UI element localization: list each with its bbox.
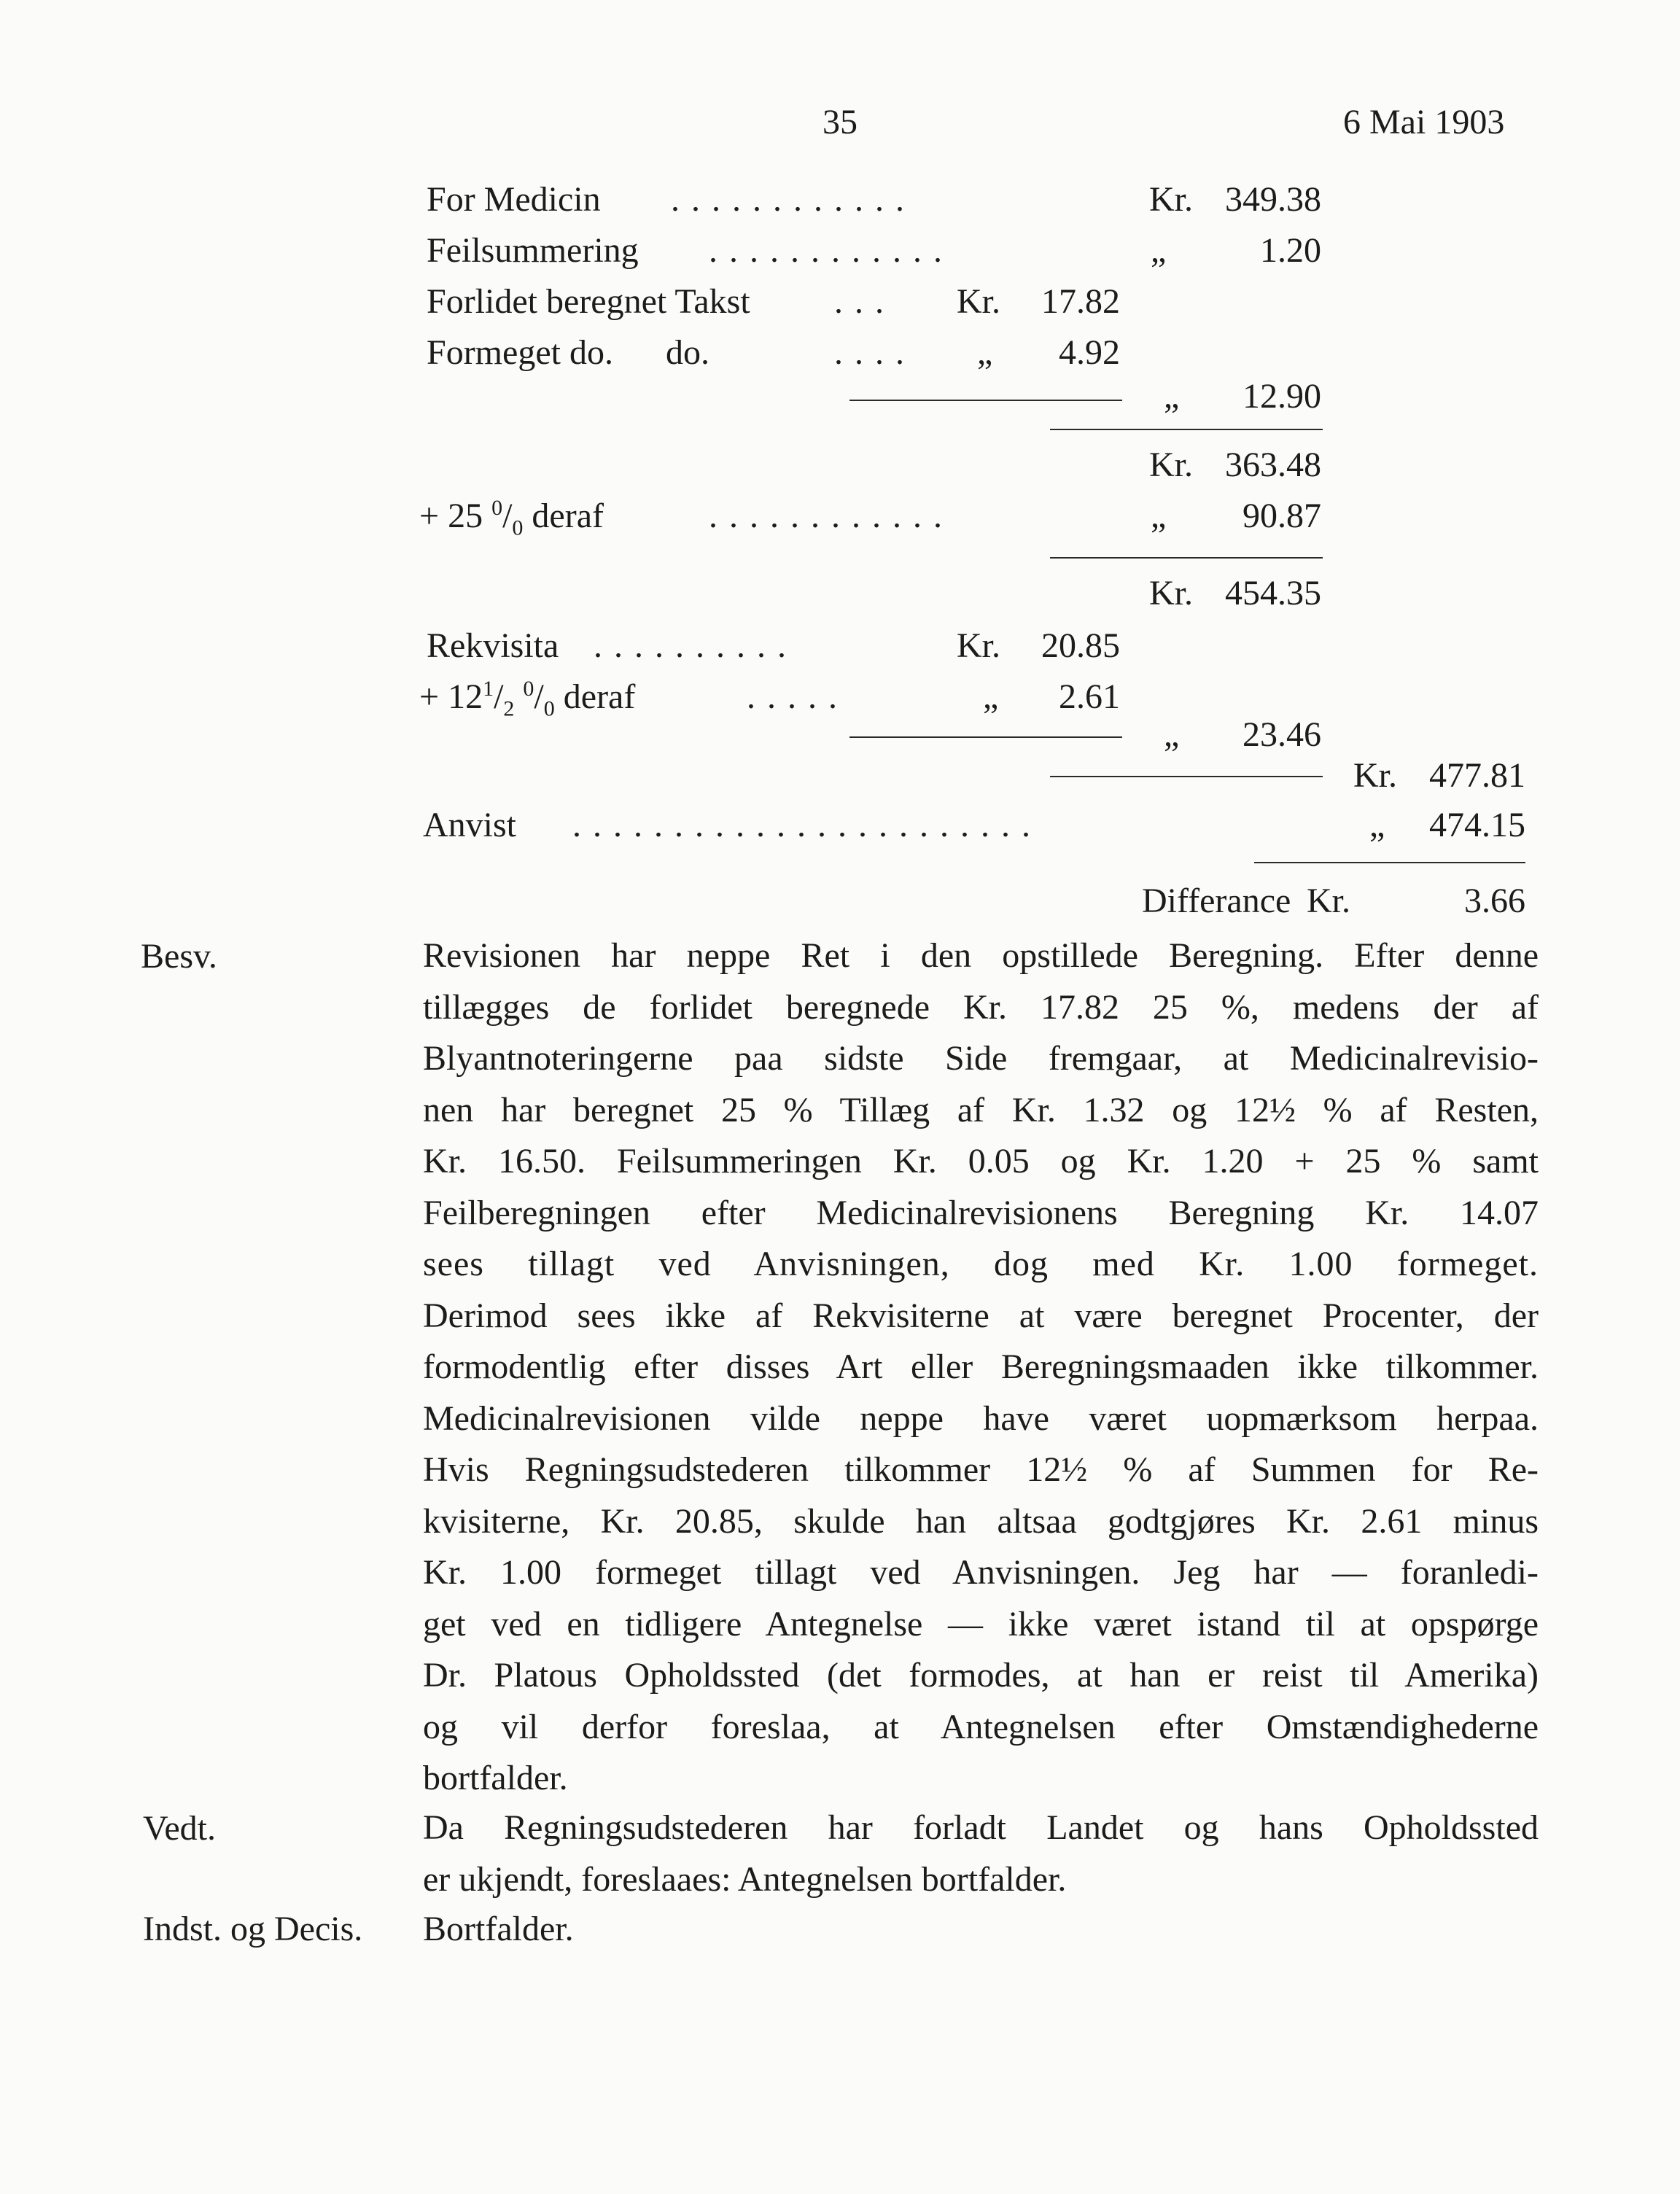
amount: 477.81 (1429, 756, 1525, 795)
text-line: Da Regningsudstederen har forladt Landet og hans Opholdssted (423, 1808, 1539, 1847)
ditto-mark: „ (983, 677, 999, 716)
amount: 2.61 (1059, 677, 1120, 716)
text-line: sees tillagt ved Anvisningen, dog med Kr. 1.00 formeget. (423, 1245, 1539, 1283)
amount: 4.92 (1059, 333, 1120, 372)
leader-dots: . . . . . . . . . . . . (671, 180, 906, 219)
account-label: Feilsummering (427, 231, 639, 270)
subtotal-rule (849, 736, 1122, 738)
amount: 20.85 (1041, 626, 1120, 665)
amount: 17.82 (1041, 282, 1120, 321)
account-label: Forlidet beregnet Takst (427, 282, 750, 321)
leader-dots: . . . (834, 282, 885, 321)
sum-rule (1050, 429, 1323, 430)
amount: 1.20 (1260, 231, 1321, 270)
besv-paragraph (423, 930, 1539, 1805)
text-line: Blyantnoteringerne paa sidste Side fremgaar, at Medicinalrevisio- (423, 1039, 1539, 1078)
sum-rule (1050, 776, 1323, 777)
leader-dots: . . . . . (747, 677, 839, 716)
page-date: 6 Mai 1903 (1343, 103, 1505, 141)
vedt-paragraph (423, 1802, 1539, 1905)
text-line: Dr. Platous Opholdssted (det formodes, at han er reist til Amerika) (423, 1656, 1539, 1695)
amount: 349.38 (1225, 180, 1321, 219)
ditto-mark: „ (1164, 715, 1180, 754)
leader-dots: . . . . . . . . . . . . (709, 497, 944, 535)
text-line: bortfalder. (423, 1759, 568, 1797)
currency: Kr. (957, 626, 1000, 665)
text-line: Kr. 16.50. Feilsummeringen Kr. 0.05 og Kr. 1.20 + 25 % samt (423, 1142, 1539, 1180)
leader-dots: . . . . (834, 333, 906, 372)
text-line: Derimod sees ikke af Rekvisiterne at være beregnet Procenter, der (423, 1296, 1539, 1335)
amount: 3.66 (1464, 882, 1525, 920)
amount: 454.35 (1225, 574, 1321, 612)
ditto-mark: „ (1151, 497, 1167, 535)
text-line: Revisionen har neppe Ret i den opstillede Beregning. Efter denne (423, 936, 1539, 975)
text-line: Feilberegningen efter Medicinalrevisionens Beregning Kr. 14.07 (423, 1193, 1539, 1232)
account-label: Formeget do. do. (427, 333, 709, 372)
account-label: For Medicin (427, 180, 601, 219)
text-line: er ukjendt, foreslaaes: Antegnelsen bortfalder. (423, 1859, 1067, 1899)
ditto-mark: „ (1151, 231, 1167, 270)
currency: Kr. (957, 282, 1000, 321)
leader-dots: . . . . . . . . . . . . (709, 231, 944, 270)
account-label: + 25 $^0/_0$ deraf (419, 496, 604, 540)
difference-label: Differance (1142, 882, 1291, 920)
currency: Kr. (1307, 882, 1350, 920)
text-line: Medicinalrevisionen vilde neppe have været uopmærksom herpaa. (423, 1399, 1539, 1438)
amount: 90.87 (1242, 497, 1321, 535)
leader-dots: . . . . . . . . . . . . . . . . . . . . . . . (572, 806, 1032, 844)
indst-text: Bortfalder. (423, 1910, 574, 1948)
amount: 23.46 (1242, 715, 1321, 754)
text-line: get ved en tidligere Antegnelse — ikke været istand til at opspørge (423, 1604, 1539, 1643)
currency: Kr. (1149, 574, 1193, 612)
sum-rule (1254, 862, 1525, 863)
vedt-label: Vedt. (143, 1809, 216, 1848)
text-line: tillægges de forlidet beregnede Kr. 17.82 25 %, medens der af (423, 987, 1539, 1027)
amount: 474.15 (1429, 806, 1525, 844)
page-number: 35 (822, 103, 858, 141)
text-line: nen har beregnet 25 % Tillæg af Kr. 1.32 og 12½ % af Resten, (423, 1090, 1539, 1129)
subtotal-rule (849, 400, 1122, 401)
text-line: Kr. 1.00 formeget tillagt ved Anvisningen. Jeg har — foranledi- (423, 1553, 1539, 1592)
text-line: og vil derfor foreslaa, at Antegnelsen efter Omstændighederne (423, 1707, 1539, 1746)
account-label: Anvist (423, 806, 517, 844)
indst-label: Indst. og Decis. (143, 1910, 363, 1948)
text-line: Hvis Regningsudstederen tilkommer 12½ % af Summen for Re- (423, 1450, 1539, 1489)
ditto-mark: „ (977, 333, 993, 372)
account-label: Rekvisita (427, 626, 559, 665)
besv-label: Besv. (141, 937, 217, 976)
ditto-mark: „ (1164, 377, 1180, 416)
text-line: kvisiterne, Kr. 20.85, skulde han altsaa godtgjøres Kr. 2.61 minus (423, 1501, 1539, 1541)
amount: 12.90 (1242, 377, 1321, 416)
currency: Kr. (1149, 180, 1193, 219)
leader-dots: . . . . . . . . . . (594, 626, 788, 665)
currency: Kr. (1353, 756, 1397, 795)
account-label: + $12^1/_2$ $^0/_0$ deraf (419, 677, 636, 721)
ditto-mark: „ (1369, 806, 1385, 844)
text-line: formodentlig efter disses Art eller Beregningsmaaden ikke tilkommer. (423, 1347, 1539, 1386)
sum-rule (1050, 557, 1323, 559)
amount: 363.48 (1225, 446, 1321, 484)
currency: Kr. (1149, 446, 1193, 484)
